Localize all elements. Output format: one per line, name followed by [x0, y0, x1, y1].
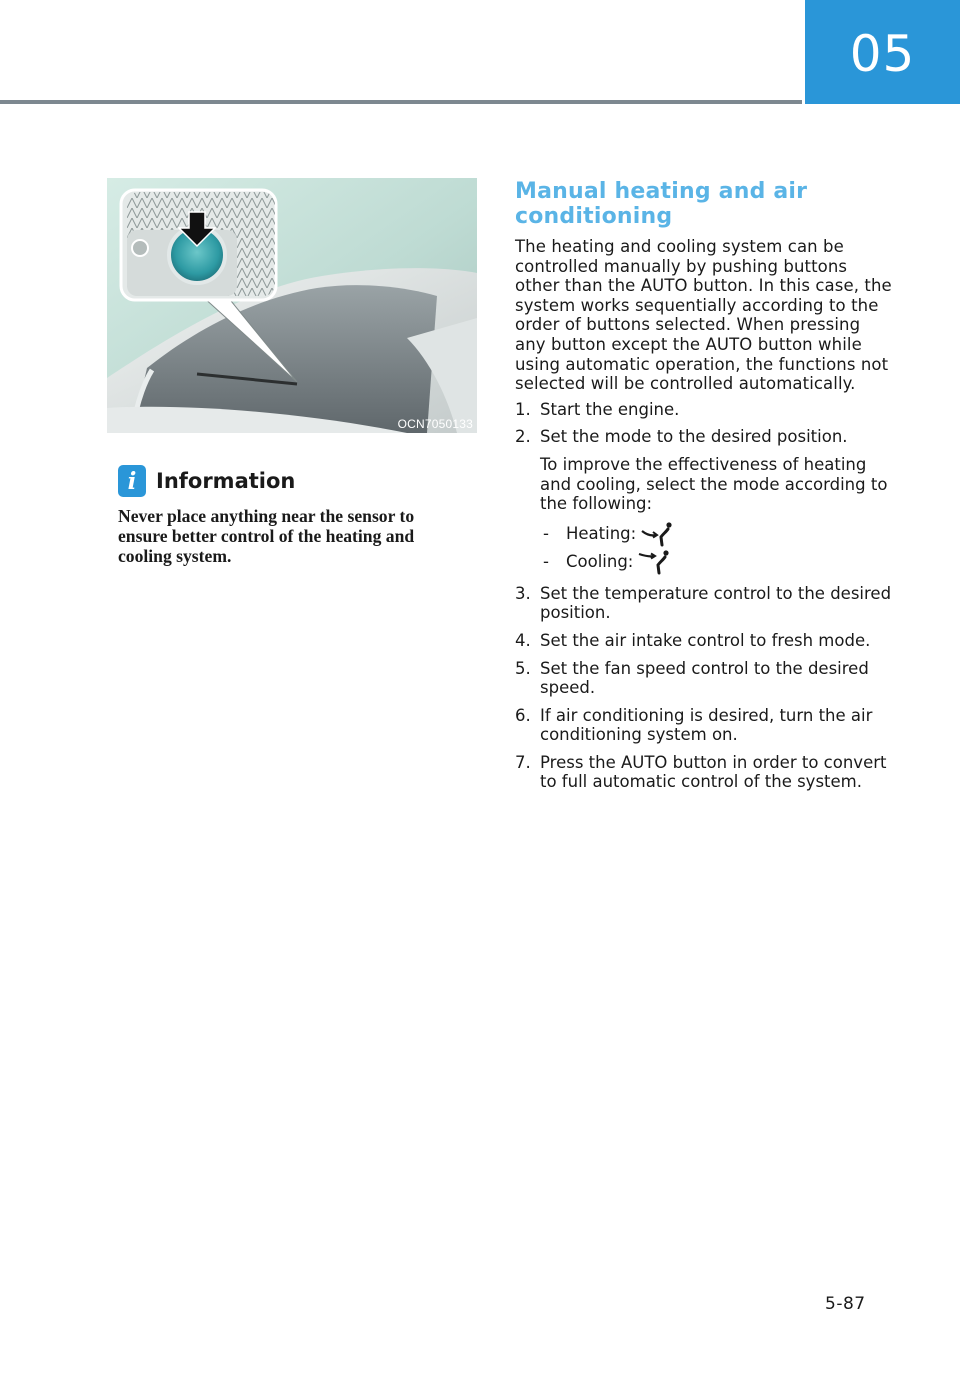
face-mode-icon: [637, 549, 671, 575]
step-item: [515, 427, 895, 575]
step-number: 5.: [515, 658, 531, 678]
step-item: [515, 659, 895, 698]
information-body: Never place anything near the sensor to ensure better control of the heating and cooling system.: [118, 506, 415, 566]
mode-item-cooling: [540, 548, 895, 576]
mode-label: Cooling:: [566, 551, 634, 571]
step-text: Start the engine.: [540, 399, 680, 419]
mode-label: Heating:: [566, 523, 637, 543]
step-number: 7.: [515, 752, 531, 772]
manual-heating-section: [515, 179, 895, 800]
step-text: Set the mode to the desired position.: [540, 427, 848, 447]
mode-item-heating: [540, 520, 895, 548]
info-icon: i: [118, 465, 146, 497]
step-number: 1.: [515, 399, 531, 419]
step-item: [515, 400, 895, 420]
page-number: 5-87: [825, 1294, 866, 1314]
mode-list: [540, 520, 895, 576]
dash-mark: -: [543, 523, 549, 543]
step-text: Set the fan speed control to the desired speed.: [540, 658, 869, 698]
step-text: Set the air intake control to fresh mode.: [540, 630, 871, 650]
sensor-location-figure: [107, 178, 477, 433]
information-title: Information: [156, 469, 296, 493]
step-text: If air conditioning is desired, turn the air conditioning system on.: [540, 705, 873, 745]
windshield-sensor-illustration: [107, 178, 477, 433]
header-rule: [0, 100, 802, 104]
step-number: 2.: [515, 427, 531, 447]
dash-mark: -: [543, 551, 549, 571]
step-list: [515, 400, 895, 792]
step-item: [515, 706, 895, 745]
step-text: Set the temperature control to the desired position.: [540, 583, 892, 623]
section-intro: The heating and cooling system can be controlled manually by pushing buttons other than the AUTO button. In this case, the system works sequentially according to the order of buttons selected. When pressing any button except the AUTO button while using automatic operation, the functions not selected will be controlled automatically.: [515, 237, 892, 394]
floor-mode-icon: [640, 521, 674, 547]
step-sub-text: To improve the effectiveness of heating and cooling, select the mode according to the following:: [540, 454, 888, 514]
step-text: Press the AUTO button in order to convert to full automatic control of the system.: [540, 752, 887, 792]
information-header: [118, 463, 295, 499]
step-item: [515, 584, 895, 623]
figure-code: OCN7050133: [397, 417, 473, 431]
step-item: [515, 631, 895, 651]
section-title: Manual heating and air conditioning: [515, 179, 808, 229]
step-item: [515, 753, 895, 792]
step-number: 6.: [515, 705, 531, 725]
step-number: 3.: [515, 583, 531, 603]
chapter-tab: [805, 0, 960, 104]
step-number: 4.: [515, 630, 531, 650]
chapter-number: 05: [849, 25, 916, 83]
